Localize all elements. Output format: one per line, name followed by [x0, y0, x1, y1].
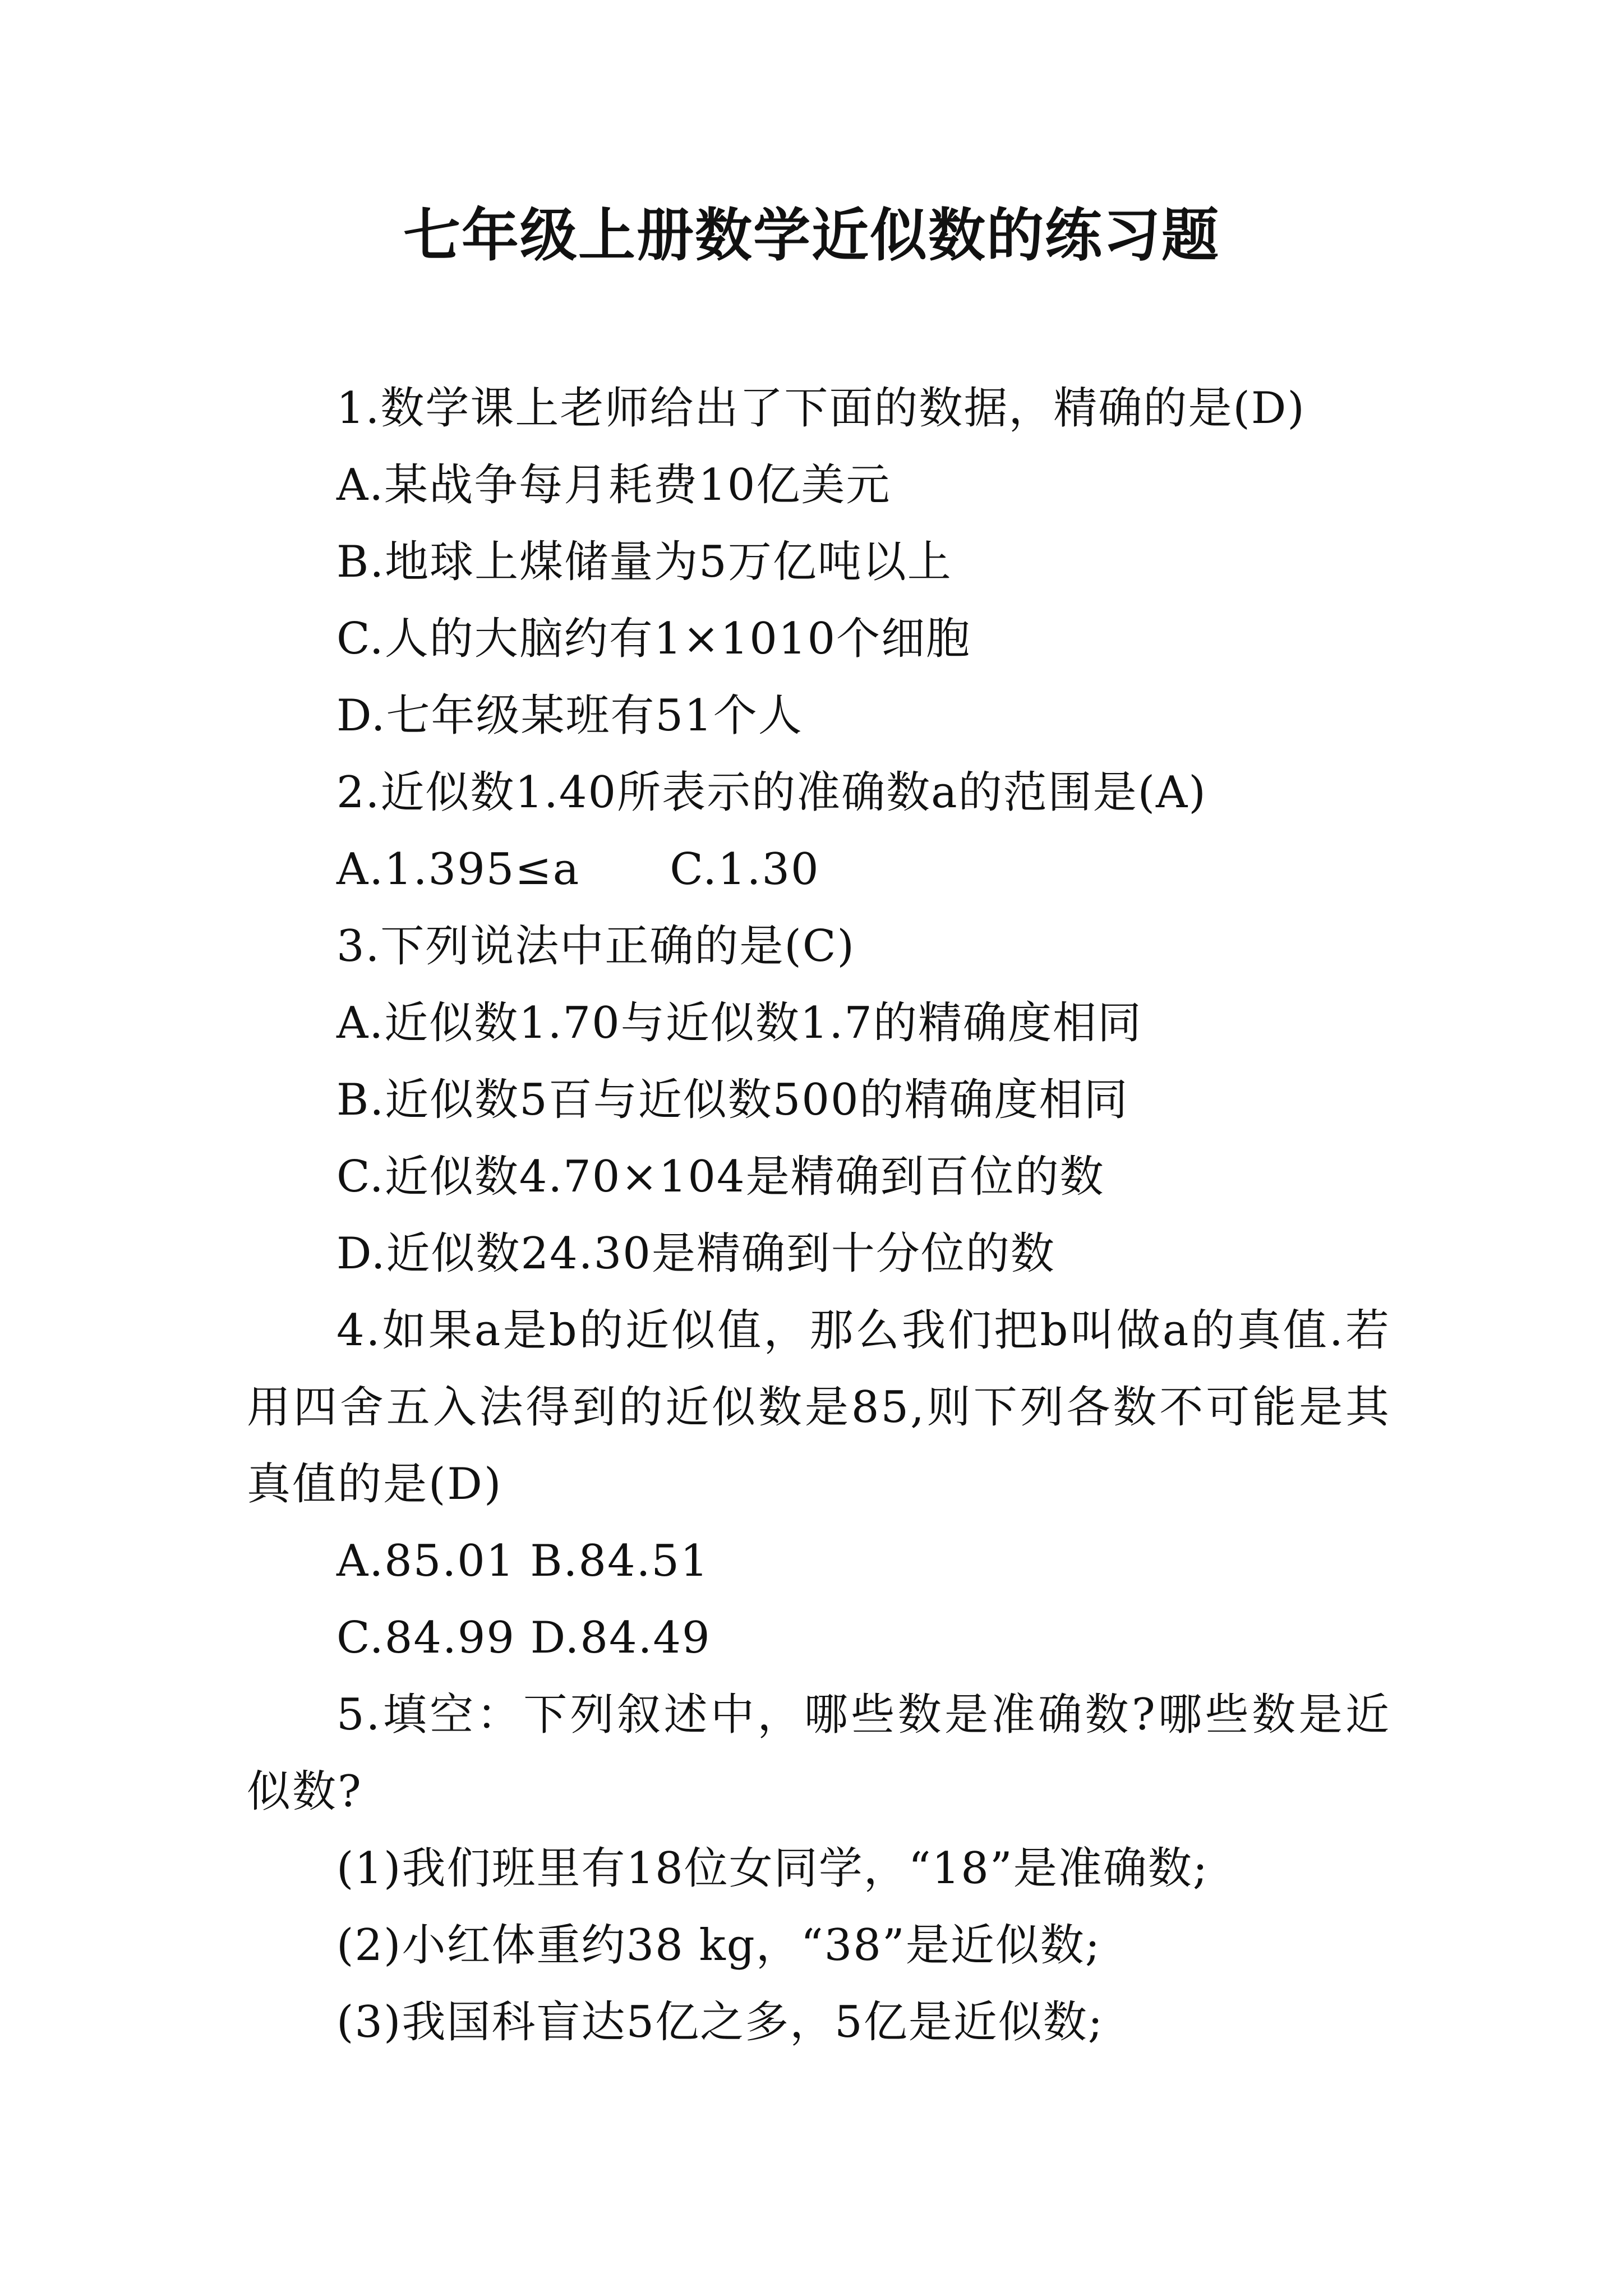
question-3-option-c: C.近似数4.70×104是精确到百位的数	[336, 1152, 1105, 1202]
question-4-stem: 4.如果a是b的近似值，那么我们把b叫做a的真值.若用四舍五入法得到的近似数是85,则下列各数不可能是其真值的是(D)	[247, 1305, 1391, 1510]
document-body	[247, 370, 1391, 2061]
question-5-stem: 5.填空：下列叙述中，哪些数是准确数?哪些数是近似数?	[247, 1690, 1391, 1817]
question-3-stem: 3.下列说法中正确的是(C)	[336, 921, 855, 972]
question-3-option-a: A.近似数1.70与近似数1.7的精确度相同	[336, 998, 1142, 1048]
question-1-option-c: C.人的大脑约有1×1010个细胞	[336, 614, 971, 664]
question-1-option-d: D.七年级某班有51个人	[336, 691, 803, 741]
question-1-option-b: B.地球上煤储量为5万亿吨以上	[336, 537, 952, 587]
question-3-option-b: B.近似数5百与近似数500的精确度相同	[336, 1075, 1129, 1125]
page-title: 七年级上册数学近似数的练习题	[403, 202, 1220, 269]
question-5-statement-1: (1)我们班里有18位女同学，“18”是准确数;	[336, 1843, 1209, 1894]
question-1-stem: 1.数学课上老师给出了下面的数据，精确的是(D)	[336, 383, 1306, 434]
question-2-stem: 2.近似数1.40所表示的准确数a的范围是(A)	[336, 767, 1207, 818]
question-2-options: A.1.395≤a C.1.30	[336, 844, 820, 895]
question-1-option-a: A.某战争每月耗费10亿美元	[336, 460, 891, 510]
question-4-options-ab: A.85.01 B.84.51	[336, 1536, 709, 1586]
question-3-option-d: D.近似数24.30是精确到十分位的数	[336, 1228, 1055, 1279]
question-5-statement-2: (2)小红体重约38 kg，“38”是近似数;	[336, 1920, 1101, 1971]
question-4-options-cd: C.84.99 D.84.49	[336, 1613, 711, 1663]
question-5-statement-3: (3)我国科盲达5亿之多，5亿是近似数;	[336, 1997, 1104, 2047]
